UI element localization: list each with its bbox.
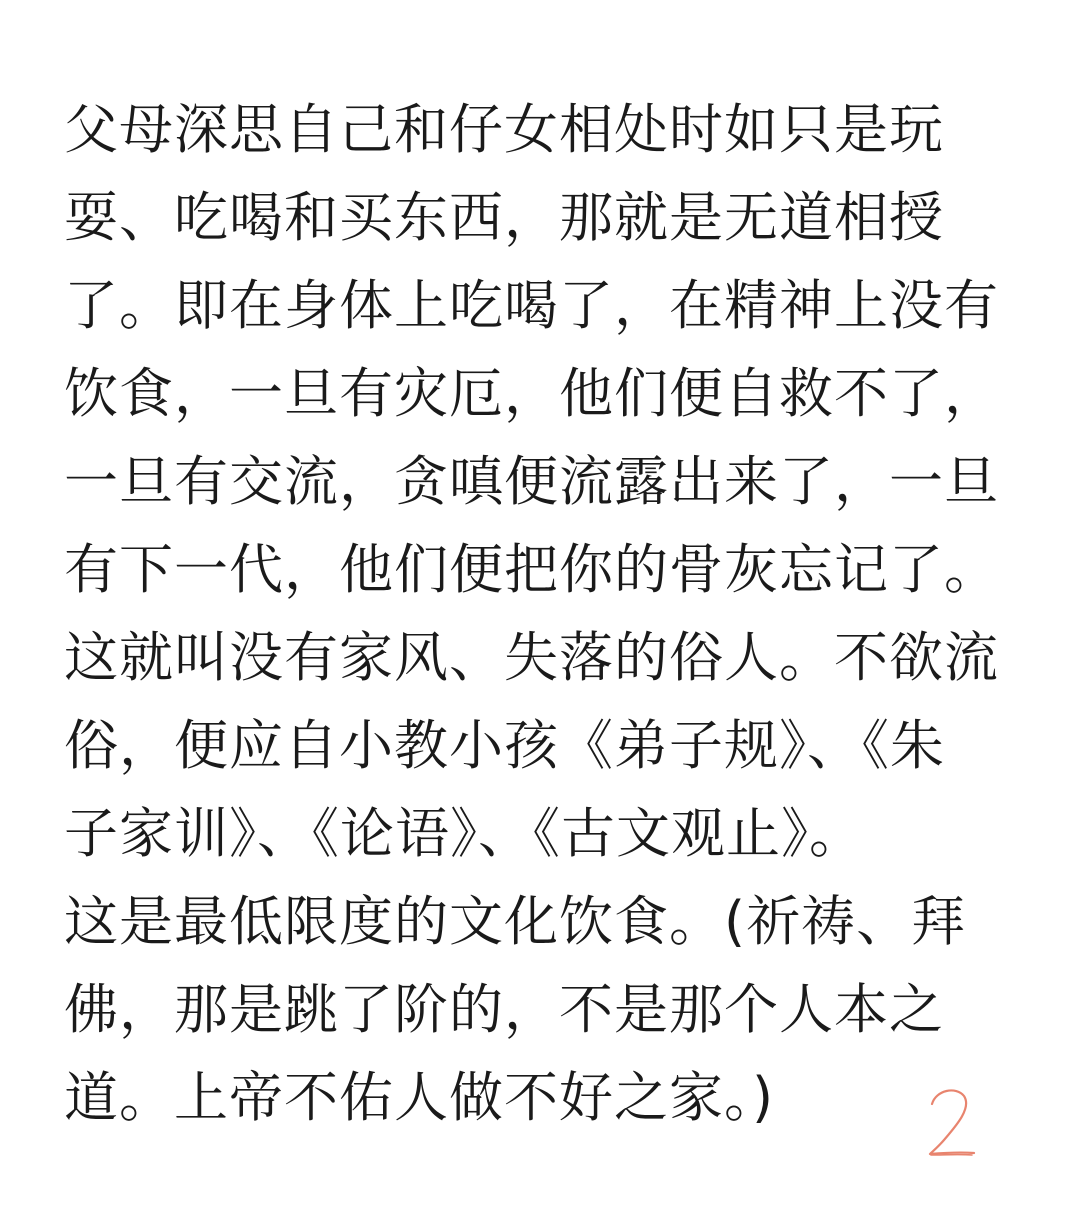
text-line: 饮食，一旦有灾厄，他们便自救不了， — [64, 362, 999, 425]
text-line: 了。即在身体上吃喝了，在精神上没有 — [64, 274, 999, 337]
handwritten-page-number — [922, 1082, 982, 1162]
text-line: 有下一代，他们便把你的骨灰忘记了。 — [64, 538, 999, 601]
text-line: 道。上帝不佑人做不好之家。) — [64, 1066, 775, 1129]
text-line: 父母深思自己和仔女相处时如只是玩 — [64, 98, 944, 161]
text-line: 子家训》、《论语》、《古文观止》。 — [64, 802, 864, 865]
document-body — [64, 86, 1024, 1142]
text-line: 一旦有交流，贪嗔便流露出来了，一旦 — [64, 450, 999, 513]
text-line: 佛，那是跳了阶的，不是那个人本之 — [64, 978, 944, 1041]
text-line: 这就叫没有家风、失落的俗人。不欲流 — [64, 626, 999, 689]
text-line: 俗，便应自小教小孩《弟子规》、《朱 — [64, 714, 945, 777]
text-line: 这是最低限度的文化饮食。(祈祷、拜 — [64, 890, 967, 953]
text-line: 耍、吃喝和买东西，那就是无道相授 — [64, 186, 944, 249]
